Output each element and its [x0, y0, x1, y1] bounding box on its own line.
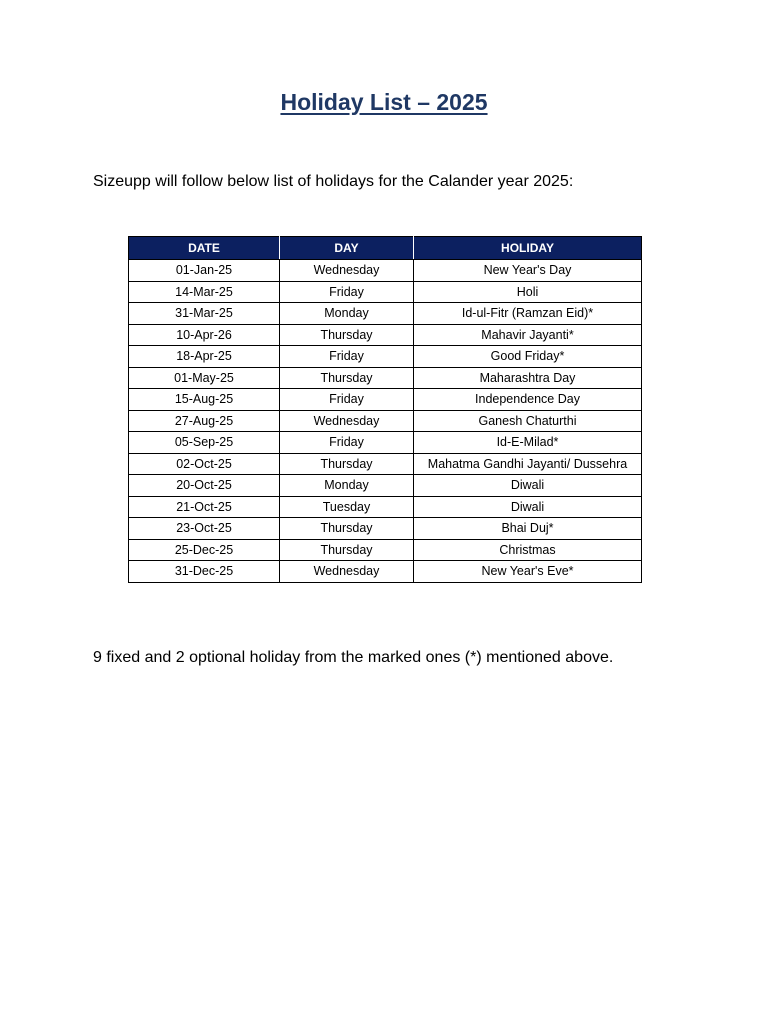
table-row: [129, 561, 642, 583]
holiday-cell: Ganesh Chaturthi: [414, 410, 642, 432]
holiday-cell: Maharashtra Day: [414, 367, 642, 389]
date-cell: 02-Oct-25: [129, 453, 280, 475]
table-row: [129, 475, 642, 497]
table-row: [129, 324, 642, 346]
day-cell: Wednesday: [280, 260, 414, 282]
date-cell: 05-Sep-25: [129, 432, 280, 454]
date-cell: 01-May-25: [129, 367, 280, 389]
holiday-cell: Holi: [414, 281, 642, 303]
date-cell: 20-Oct-25: [129, 475, 280, 497]
holiday-cell: Diwali: [414, 496, 642, 518]
date-cell: 23-Oct-25: [129, 518, 280, 540]
table-row: [129, 432, 642, 454]
holiday-cell: Id-ul-Fitr (Ramzan Eid)*: [414, 303, 642, 325]
day-cell: Wednesday: [280, 410, 414, 432]
holiday-column-header: HOLIDAY: [414, 237, 642, 260]
holiday-cell: Christmas: [414, 539, 642, 561]
intro-text: Sizeupp will follow below list of holidays for the Calander year 2025:: [93, 173, 574, 190]
table-row: [129, 389, 642, 411]
day-cell: Friday: [280, 346, 414, 368]
date-cell: 21-Oct-25: [129, 496, 280, 518]
table-header: [129, 237, 642, 260]
day-cell: Thursday: [280, 367, 414, 389]
day-column-header: DAY: [280, 237, 414, 260]
date-column-header: DATE: [129, 237, 280, 260]
holiday-cell: Mahatma Gandhi Jayanti/ Dussehra: [414, 453, 642, 475]
day-cell: Friday: [280, 281, 414, 303]
day-cell: Thursday: [280, 453, 414, 475]
holiday-table: [128, 236, 642, 583]
holiday-cell: Diwali: [414, 475, 642, 497]
holiday-cell: Independence Day: [414, 389, 642, 411]
page-title: Holiday List – 2025: [280, 89, 488, 115]
holiday-cell: Mahavir Jayanti*: [414, 324, 642, 346]
table-row: [129, 496, 642, 518]
day-cell: Friday: [280, 432, 414, 454]
date-cell: 31-Dec-25: [129, 561, 280, 583]
day-cell: Thursday: [280, 518, 414, 540]
day-cell: Monday: [280, 475, 414, 497]
date-cell: 01-Jan-25: [129, 260, 280, 282]
date-cell: 18-Apr-25: [129, 346, 280, 368]
holiday-cell: New Year's Eve*: [414, 561, 642, 583]
date-cell: 27-Aug-25: [129, 410, 280, 432]
date-cell: 31-Mar-25: [129, 303, 280, 325]
day-cell: Thursday: [280, 324, 414, 346]
footer-note: 9 fixed and 2 optional holiday from the marked ones (*) mentioned above.: [93, 649, 614, 666]
date-cell: 14-Mar-25: [129, 281, 280, 303]
table-row: [129, 539, 642, 561]
table-row: [129, 281, 642, 303]
day-cell: Thursday: [280, 539, 414, 561]
date-cell: 10-Apr-26: [129, 324, 280, 346]
table-body: [129, 260, 642, 583]
table-row: [129, 453, 642, 475]
table-row: [129, 367, 642, 389]
header-row: [129, 237, 642, 260]
holiday-cell: New Year's Day: [414, 260, 642, 282]
table-row: [129, 303, 642, 325]
date-cell: 25-Dec-25: [129, 539, 280, 561]
day-cell: Tuesday: [280, 496, 414, 518]
table-row: [129, 518, 642, 540]
table-row: [129, 410, 642, 432]
date-cell: 15-Aug-25: [129, 389, 280, 411]
day-cell: Wednesday: [280, 561, 414, 583]
holiday-cell: Good Friday*: [414, 346, 642, 368]
day-cell: Friday: [280, 389, 414, 411]
table-row: [129, 260, 642, 282]
table-row: [129, 346, 642, 368]
holiday-cell: Bhai Duj*: [414, 518, 642, 540]
day-cell: Monday: [280, 303, 414, 325]
holiday-cell: Id-E-Milad*: [414, 432, 642, 454]
